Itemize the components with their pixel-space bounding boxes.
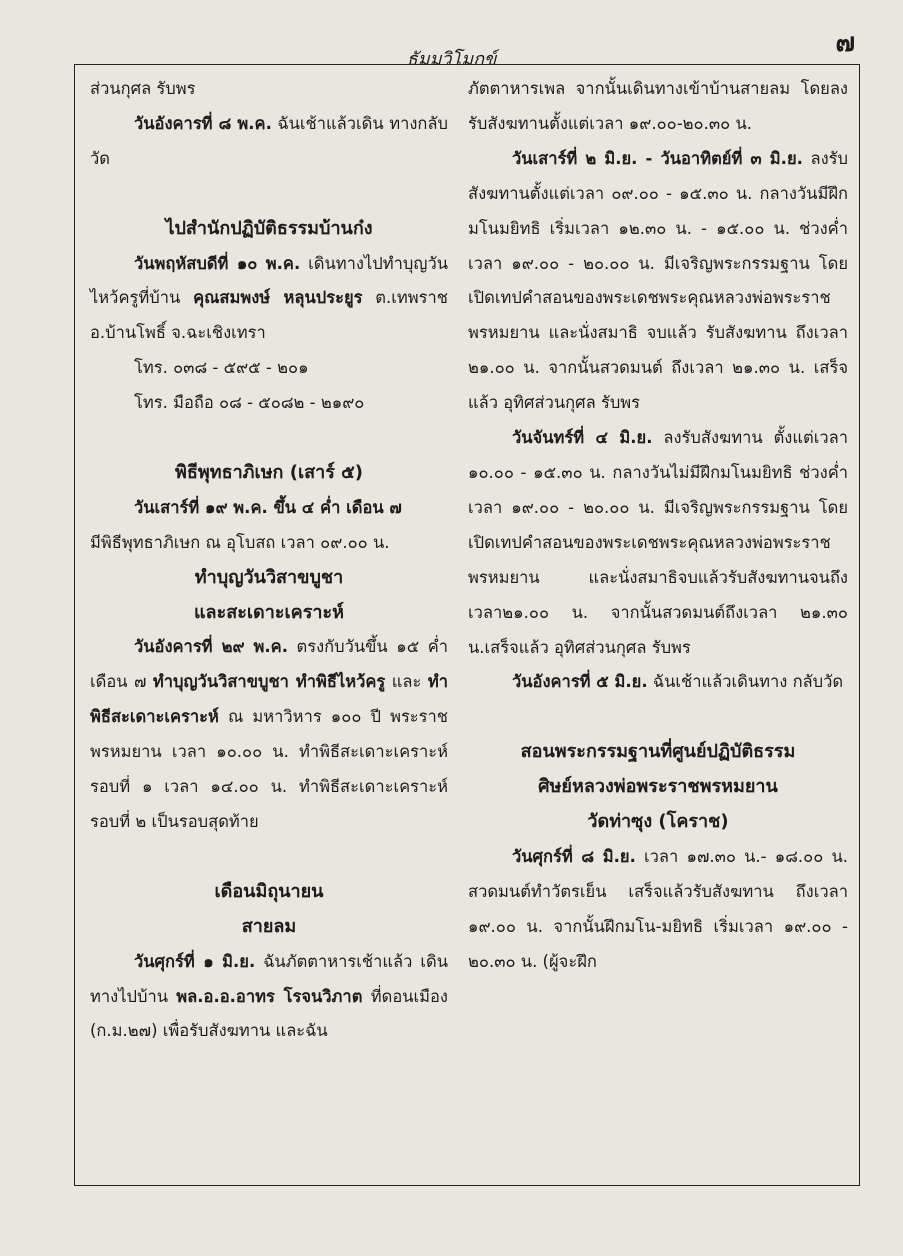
text: ฉันเช้าแล้วเดิน ทางกลับวัด [90,113,448,168]
text: และ [385,672,428,692]
text: ฉันภัตตาหารเช้าแล้ว เดินทางไปบ้าน [90,951,448,1006]
paragraph [90,630,448,839]
section-heading: และสะเดาะเคราะห์ [193,601,345,623]
person-name: พล.อ.อ.อาทร โรจนวิภาต [176,986,363,1006]
section-heading: ศิษย์หลวงพ่อพระราชพรหมยาน [538,776,778,798]
paragraph [468,142,848,421]
paragraph [90,491,448,526]
text: ลงรับสังฆทานตั้งแต่เวลา ๐๙.๐๐ - ๑๕.๓๐ น. กลางวันมีฝึกมโนมยิทธิ เริ่มเวลา ๑๒.๓๐ น. - ๑๕.๐๐ น. ช่วงค่ำ เวลา ๑๙.๐๐ - ๒๐.๐๐ น. มีเจริญพระกรรมฐาน โดยเปิดเทปคำสอนของพระเดชพระคุณหลวงพ่อพระราชพรหมยาน และนั่งสมาธิ จบแล้ว รับสังฆทาน ถึงเวลา ๒๑.๐๐ น. จากนั้นสวดมนต์ ถึงเวลา ๒๑.๓๐ น. เสร็จแล้ว อุทิศส่วนกุศล รับพร [468,148,848,413]
date: วันอังคารที่ ๘ พ.ค. [134,113,272,133]
paragraph [468,421,848,665]
text: ที่ดอนเมือง (ก.ม.๒๗) เพื่อรับสังฆทาน และฉัน [90,986,448,1041]
text: เดินทางไปทำบุญวันไหว้ครูที่บ้าน [90,253,448,308]
left-column [90,72,448,1049]
section-heading: สอนพระกรรมฐานที่ศูนย์ปฏิบัติธรรม [520,741,796,763]
date: วันเสาร์ที่ ๒ มิ.ย. - วันอาทิตย์ที่ ๓ มิ.ย. [512,148,803,168]
paragraph [468,665,848,700]
bold-text: ทำบุญวันวิสาขบูชา ทำพิธีไหว้ครู [152,672,386,692]
text: ตรงกับวันขึ้น ๑๕ ค่ำ เดือน ๗ [90,637,449,692]
paragraph: ภัตตาหารเพล จากนั้นเดินทางเข้าบ้านสายลม โดยลงรับสังฆทานตั้งแต่เวลา ๑๙.๐๐-๒๐.๓๐ น. [468,79,848,133]
section-heading: เดือนมิถุนายน [214,880,324,902]
date: วันศุกร์ที่ ๑ มิ.ย. [134,951,256,971]
section-heading: สายลม [241,915,297,937]
right-column [468,72,848,980]
paragraph [90,72,448,107]
paragraph [90,107,448,177]
paragraph [90,945,448,1050]
date: วันจันทร์ที่ ๔ มิ.ย. [512,428,653,448]
phone: โทร. ๐๓๘ - ๕๙๕ - ๒๐๑ [134,358,309,378]
page-number: ๗ [835,28,855,58]
date: วันอังคารที่ ๒๙ พ.ค. [134,637,288,657]
section-heading: ทำบุญวันวิสาขบูชา [194,566,344,588]
text: ส่วนกุศล รับพร [90,79,196,98]
date: วันพฤหัสบดีที่ ๑๐ พ.ค. [134,253,301,273]
section-heading: ไปสำนักปฏิบัติธรรมบ้านก๋ง [165,217,373,239]
text: ลงรับสังฆทาน ตั้งแต่เวลา ๑๐.๐๐ - ๑๕.๓๐ น. กลางวันไม่มีฝึกมโนมยิทธิ ช่วงค่ำเวลา ๑๙.๐๐ - ๒๐.๐๐ น. มีเจริญพระกรรมฐาน โดยเปิดเทปคำสอนของพระเดชพระคุณหลวงพ่อพระราชพรหมยาน และนั่งสมาธิจบแล้วรับสังฆทานจนถึงเวลา๒๑.๐๐ น. จากนั้นสวดมนต์ถึงเวลา ๒๑.๓๐ น.เสร็จแล้ว อุทิศส่วนกุศล รับพร [468,428,848,657]
date: วันเสาร์ที่ ๑๙ พ.ค. ขึ้น ๔ ค่ำ เดือน ๗ [134,497,402,517]
text: ณ มหาวิหาร ๑๐๐ ปี พระราชพรหมยาน เวลา ๑๐.๐๐ น. ทำพิธีสะเดาะเคราะห์ รอบที่ ๑ เวลา ๑๔.๐๐ น. ทำพิธีสะเดาะเคราะห์ รอบที่ ๒ เป็นรอบสุดท้าย [90,707,448,831]
date: วันศุกร์ที่ ๘ มิ.ย. [512,846,636,866]
mobile-phone: โทร. มือถือ ๐๘ - ๕๐๘๒ - ๒๑๙๐ [134,393,365,413]
person-name: คุณสมพงษ์ หลุนประยูร [193,288,363,308]
bold-text: ทำพิธีสะเดาะเคราะห์ [90,672,448,727]
paragraph [468,840,848,980]
paragraph [90,247,448,352]
text: ต.เทพราช อ.บ้านโพธิ์ จ.ฉะเชิงเทรา [90,288,448,343]
section-heading: วัดท่าซุง (โคราช) [587,811,729,833]
journal-name: ธัมมวิโมกข์ [406,49,497,70]
paragraph: มีพิธีพุทธาภิเษก ณ อุโบสถ เวลา ๐๙.๐๐ น. [90,532,390,552]
text: ฉันเช้าแล้วเดินทาง กลับวัด [647,672,844,692]
text: เวลา ๑๗.๓๐ น.- ๑๘.๐๐ น. สวดมนต์ทำวัตรเย็น เสร็จแล้วรับสังฆทาน ถึงเวลา ๑๙.๐๐ น. จากนั้นฝึกมโน-มยิทธิ เริ่มเวลา ๑๙.๐๐ - ๒๐.๓๐ น. (ผู้จะฝึก [468,846,849,971]
date: วันอังคารที่ ๕ มิ.ย. [512,672,648,692]
section-heading: พิธีพุทธาภิเษก (เสาร์ ๕) [175,461,363,483]
